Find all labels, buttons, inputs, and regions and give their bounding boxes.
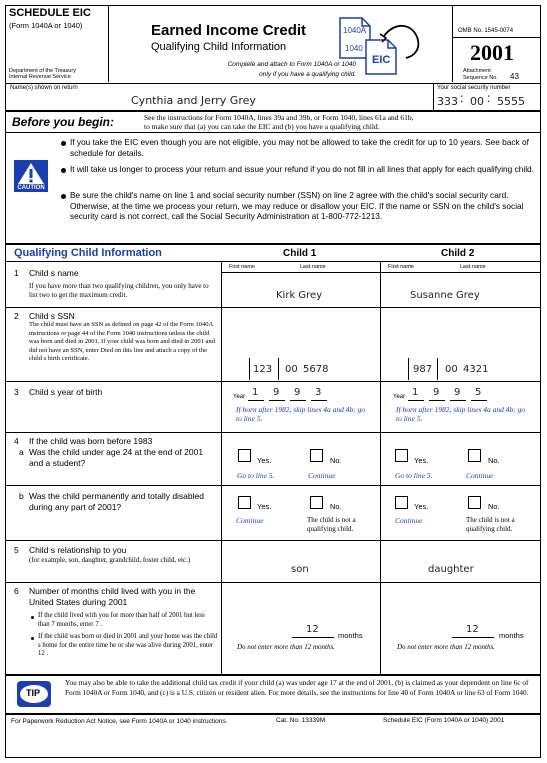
line4a-text: Was the child under age 24 at the end of 2001 and a student?: [29, 447, 204, 468]
c1-4a-yes-checkbox[interactable]: [238, 449, 251, 462]
c2-months-label: months: [499, 631, 524, 640]
child1-year-1[interactable]: 1: [252, 387, 259, 398]
before-text-1: See the instructions for Form 1040A, lines 39a and 39b, or Form 1040, lines 61a and 61b,: [144, 113, 414, 122]
line6-bullet-1: If the child lived with you for more than half of 2001 but less than 7 months, enter 7 .: [38, 612, 205, 628]
ssn-label: Your social security number: [437, 85, 511, 91]
line6-number: 6: [14, 586, 19, 596]
ssn-part-2[interactable]: 00: [470, 95, 484, 108]
c2-4b-continue: Continue: [395, 516, 423, 525]
c1-months-label: months: [338, 631, 363, 640]
footer-cat-number: Cat. No. 13339M: [276, 717, 326, 724]
child1-ssn-3[interactable]: 5678: [303, 364, 329, 375]
line2-number: 2: [14, 311, 19, 321]
c1-4b-yes-label: Yes.: [257, 502, 272, 511]
c2-4b-not-qualifying: The child is not a qualifying child.: [466, 516, 515, 533]
line2-title: Child s SSN: [29, 311, 75, 321]
footer-paperwork: For Paperwork Reduction Act Notice, see Form 1040A or 1040 instructions.: [11, 718, 228, 725]
c2-4a-yes-label: Yes.: [414, 456, 429, 465]
child2-heading: Child 2: [441, 248, 475, 259]
c1-4a-no-label: No.: [330, 456, 342, 465]
child2-ssn-3[interactable]: 4321: [463, 364, 489, 375]
logo-form2-label: 1040: [345, 44, 363, 53]
c2-months-note: Do not enter more than 12 months.: [397, 643, 495, 651]
child2-year-3[interactable]: 9: [454, 387, 461, 398]
line5-note: (for example, son, daughter, grandchild, foster child, etc.): [29, 556, 191, 564]
c2-4a-goto: Go to line 5.: [395, 471, 433, 480]
line5-number: 5: [14, 545, 19, 555]
before-heading: Before you begin:: [12, 115, 115, 129]
c1-year-label: Year: [233, 394, 246, 400]
line2-note: The child must have an SSN as defined on page 42 of the Form 1040A instructions or page 44 of the Form 1040 instructions unless the child was born and died in 2001. If your child was born and died in 2001 and did not have an SSN, enter Died on this line and attach a copy of the child s birth certificate.: [29, 321, 215, 362]
schedule-label: SCHEDULE EIC: [9, 7, 91, 19]
child2-name[interactable]: Susanne Grey: [410, 290, 480, 301]
c1-4b-not-qualifying: The child is not a qualifying child.: [307, 516, 356, 533]
line3-number: 3: [14, 387, 19, 397]
c2-4a-no-label: No.: [488, 456, 500, 465]
c2-4a-yes-checkbox[interactable]: [395, 449, 408, 462]
omb-number: OMB No. 1545-0074: [458, 28, 514, 34]
logo-form-label: 1040A: [343, 26, 367, 35]
c2-year-label: Year: [393, 394, 406, 400]
child1-ssn-1[interactable]: 123: [253, 364, 273, 375]
c2-4a-no-checkbox[interactable]: [468, 449, 481, 462]
c1-4a-no-checkbox[interactable]: [310, 449, 323, 462]
c2-4b-yes-checkbox[interactable]: [395, 496, 408, 509]
bullet-1: If you take the EIC even though you are not eligible, you may not be allowed to take the credit for up to 10 years. See back of schedule for details.: [70, 137, 529, 158]
names-label: Name(s) shown on return: [10, 85, 78, 91]
caution-label: CAUTION: [17, 185, 45, 191]
qualifying-heading: Qualifying Child Information: [14, 247, 162, 259]
c1-4b-no-label: No.: [330, 502, 342, 511]
c2-4b-no-label: No.: [488, 502, 500, 511]
line6-bullet-2: If the child was born or died in 2001 and your home was the child s home for the entire time he or she was alive during 2001, enter 12 .: [38, 633, 218, 657]
ssn-part-3[interactable]: 5555: [497, 95, 525, 108]
ssn-part-1[interactable]: 333: [437, 95, 458, 108]
line4b-letter: b: [19, 491, 24, 501]
child1-name[interactable]: Kirk Grey: [276, 290, 323, 301]
child1-year-4[interactable]: 3: [315, 387, 322, 398]
attachment-label: Attachment: [463, 68, 491, 74]
tip-text: You may also be able to take the additional child tax credit if your child (a) was under age 17 at the end of 2001, (b) is claimed as your dependent on line 6c of Form 1040A or Form 1040, and (c) is a U.S. citizen or resident alien. For more details, see the instructions for line 40 of Form 1040A or line 63 of Form 1040.: [65, 678, 529, 697]
c1-4a-yes-label: Yes.: [257, 456, 272, 465]
c2-4b-no-checkbox[interactable]: [468, 496, 481, 509]
line1-note: If you have more than two qualifying children, you only have to list two to get the maximum credit.: [29, 282, 209, 299]
tip-label: TIP: [26, 688, 41, 698]
child2-year-note: If born after 1982, skip lines 4a and 4b; go to line 5.: [396, 405, 526, 423]
child1-relationship[interactable]: son: [291, 564, 309, 575]
c1-months-note: Do not enter more than 12 months.: [237, 643, 335, 651]
c1-4b-yes-checkbox[interactable]: [238, 496, 251, 509]
bullet-2: It will take us longer to process your return and issue your refund if you do not fill in all lines that apply for each qualifying child.: [70, 164, 534, 174]
line4-title: If the child was born before 1983: [29, 436, 153, 446]
form-subtitle: Qualifying Child Information: [151, 41, 287, 53]
c1-4a-goto: Go to line 5.: [237, 471, 275, 480]
sequence-label: Sequence No.: [463, 75, 498, 81]
dept-label: Department of the Treasury: [9, 68, 76, 74]
line4a-letter: a: [19, 447, 24, 457]
c1-4b-no-checkbox[interactable]: [310, 496, 323, 509]
form-title: Earned Income Credit: [151, 22, 307, 39]
attach-note-1: Complete and attach to Form 1040A or 1040: [227, 61, 356, 68]
line4b-text: Was the child permanently and totally disabled during any part of 2001?: [29, 491, 204, 512]
child2-ssn-1[interactable]: 987: [413, 364, 433, 375]
names-value[interactable]: Cynthia and Jerry Grey: [131, 94, 256, 107]
child1-ssn-2[interactable]: 00: [285, 364, 298, 375]
bullet-3: Be sure the child's name on line 1 and social security number (SSN) on line 2 agree with the child's social security card. Otherwise, at the time we process your return, we may reduce or disallow your EIC. If the name or SSN on the child's social security card is not correct, call the Social Security Administration at 1-800-772-1213.: [70, 190, 524, 221]
c1-4b-continue: Continue: [236, 516, 264, 525]
c1-4a-continue: Continue: [308, 471, 336, 480]
line1-title: Child s name: [29, 268, 79, 278]
irs-label: Internal Revenue Service: [9, 74, 71, 80]
attach-note-2: only if you have a qualifying child.: [259, 71, 356, 78]
c1-last-name-label: Last name: [300, 264, 326, 270]
child2-months[interactable]: 12: [466, 624, 479, 635]
c2-4b-yes-label: Yes.: [414, 502, 429, 511]
line1-number: 1: [14, 268, 19, 278]
tax-year: 2001: [470, 40, 514, 65]
child2-relationship[interactable]: daughter: [428, 564, 474, 575]
child2-year-4[interactable]: 5: [475, 387, 482, 398]
child2-ssn-2[interactable]: 00: [445, 364, 458, 375]
footer-schedule: Schedule EIC (Form 1040A or 1040) 2001: [383, 717, 505, 724]
line6-title: Number of months child lived with you in the United States during 2001: [29, 586, 196, 607]
line3-title: Child s year of birth: [29, 387, 103, 397]
form-ref: (Form 1040A or 1040): [9, 21, 83, 30]
child1-heading: Child 1: [283, 248, 317, 259]
line5-title: Child s relationship to you: [29, 545, 127, 555]
child1-year-note: If born after 1982, skip lines 4a and 4b; go to line 5.: [236, 405, 366, 423]
c2-4a-continue: Continue: [466, 471, 494, 480]
child1-year-2[interactable]: 9: [273, 387, 280, 398]
child1-year-3[interactable]: 9: [294, 387, 301, 398]
sequence-number: 43: [510, 72, 519, 81]
c2-last-name-label: Last name: [460, 264, 486, 270]
child2-year-1[interactable]: 1: [412, 387, 419, 398]
before-text-2: to make sure that (a) you can take the EIC and (b) you have a qualifying child.: [144, 122, 380, 131]
c1-first-name-label: First name: [229, 264, 255, 270]
child1-months[interactable]: 12: [306, 624, 319, 635]
logo-eic-label: EIC: [372, 54, 391, 66]
c2-first-name-label: First name: [388, 264, 414, 270]
child2-year-2[interactable]: 9: [433, 387, 440, 398]
line4-number: 4: [14, 436, 19, 446]
